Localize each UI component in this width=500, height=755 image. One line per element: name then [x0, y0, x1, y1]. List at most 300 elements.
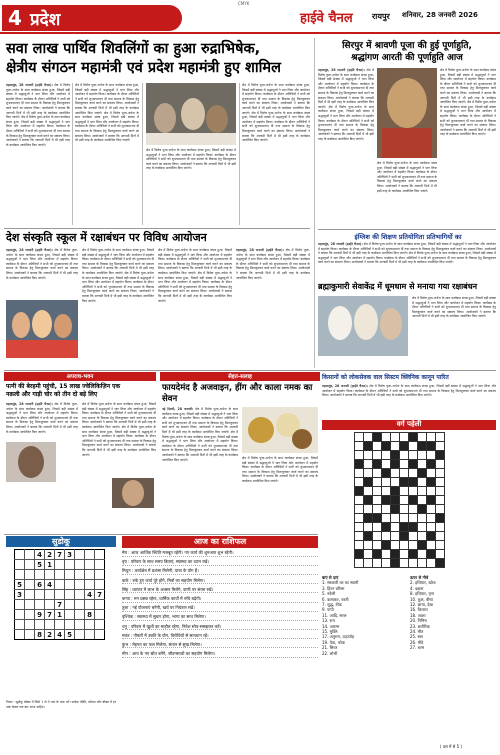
crossword-cell[interactable] [427, 523, 436, 532]
crossword-cell[interactable] [373, 496, 382, 505]
crossword-cell[interactable] [427, 451, 436, 460]
crossword-cell[interactable] [391, 523, 400, 532]
crossword-cell [418, 541, 427, 550]
crossword-cell[interactable] [364, 487, 373, 496]
sudoku-cell[interactable]: 4 [55, 630, 65, 640]
pratibha-headline: इंग्लिश की शिक्षण प्रतियोगिता प्रतिभागियों का [354, 233, 462, 241]
sudoku-cell[interactable] [85, 580, 95, 590]
crossword-cell[interactable] [427, 541, 436, 550]
crossword-cell[interactable] [400, 505, 409, 514]
sudoku-cell[interactable] [15, 610, 25, 620]
sudoku-cell[interactable] [85, 570, 95, 580]
rashifal-title: आज का राशिफल [122, 536, 318, 548]
sudoku-cell[interactable]: 7 [45, 610, 55, 620]
sudoku-cell[interactable]: 2 [45, 550, 55, 560]
job-body-1: क्षेत्र में विशेष पूजा-अर्चना के साथ कार्यक्रम संपन्न हुआ, जिसमें बड़ी संख्या में श्रद्धालुओं ने भाग लिया और आयोजन में सहयोग किया। कार्यक्रम के दौरान अतिथियों ने सभी को शुभकामनाएं दीं तथा समाज के विकास हेतु मिलजुलकर कार्य करने का संकल्प लिया। आयोजकों ने बताया कि आगामी दिनों में भी इसी तरह के कार्यक्रम आयोजित किए जाएंगे। [322, 384, 496, 398]
crossword-cell [427, 460, 436, 469]
sudoku-cell[interactable] [45, 620, 55, 630]
crossword-cell [391, 550, 400, 559]
sudoku-cell[interactable] [45, 570, 55, 580]
sudoku-cell[interactable] [85, 560, 95, 570]
sirpur-body-1: क्षेत्र में विशेष पूजा-अर्चना के साथ कार्यक्रम संपन्न हुआ, जिसमें बड़ी संख्या में श्रद्धालुओं ने भाग लिया और आयोजन में सहयोग किया। कार्यक्रम के दौरान अतिथियों ने सभी को शुभकामनाएं दीं तथा समाज के विकास हेतु मिलजुलकर कार्य करने का संकल्प लिया। आयोजकों ने बताया कि आगामी दिनों में भी इसी तरह के कार्यक्रम आयोजित किए जाएंगे। [318, 68, 374, 109]
crossword-clue: 13. रूप [322, 618, 336, 624]
crossword-cell[interactable] [355, 451, 364, 460]
crossword-cell[interactable] [382, 487, 391, 496]
sudoku-cell[interactable]: 3 [65, 550, 75, 560]
rashifal-entry: सिंह : व्यापार में लाभ के अवसर मिलेंगे, वाणी पर संयम रखें। [122, 587, 318, 594]
crossword-cell[interactable] [436, 469, 445, 478]
brahma-col3 [412, 296, 496, 366]
crossword-cell[interactable] [364, 559, 373, 568]
crossword-cell[interactable] [418, 433, 427, 442]
crossword-cell[interactable] [382, 460, 391, 469]
sudoku-cell[interactable]: 7 [55, 550, 65, 560]
crossword-cell[interactable] [436, 460, 445, 469]
sudoku-cell[interactable] [65, 560, 75, 570]
sudoku-cell[interactable] [65, 620, 75, 630]
crossword-cell[interactable] [400, 559, 409, 568]
sudoku-cell[interactable] [85, 600, 95, 610]
crossword-cell[interactable] [364, 469, 373, 478]
sudoku-cell[interactable] [35, 590, 45, 600]
crossword-cell[interactable] [427, 514, 436, 523]
lead-body-3: क्षेत्र में विशेष पूजा-अर्चना के साथ कार्यक्रम संपन्न हुआ, जिसमें बड़ी संख्या में श्रद्धालुओं ने भाग लिया और आयोजन में सहयोग किया। कार्यक्रम के दौरान अतिथियों ने सभी को शुभकामनाएं दीं तथा समाज के विकास हेतु मिलजुलकर कार्य करने का संकल्प लिया। आयोजकों ने बताया कि आगामी दिनों में भी इसी तरह के कार्यक्रम आयोजित किए जाएंगे। [146, 148, 236, 171]
rule [318, 229, 496, 230]
crossword-cell[interactable] [436, 487, 445, 496]
crossword-clue: 25. स्वर [410, 634, 424, 640]
page-number: 4 [8, 6, 22, 30]
crossword-clue: 21. सिरत [322, 645, 338, 651]
crossword-cell[interactable] [409, 559, 418, 568]
lead-photo [146, 83, 236, 145]
sirpur-body-2: क्षेत्र में विशेष पूजा-अर्चना के साथ कार्यक्रम संपन्न हुआ, जिसमें बड़ी संख्या में श्रद्धालुओं ने भाग लिया और आयोजन में सहयोग किया। कार्यक्रम के दौरान अतिथियों ने सभी को शुभकामनाएं दीं तथा समाज के विकास हेतु मिलजुलकर कार्य करने का संकल्प लिया। आयोजकों ने बताया कि आगामी दिनों में भी इसी तरह के कार्यक्रम आयोजित किए जाएंगे। [440, 68, 496, 105]
sirpur-dateline: महासमुंद, 28 जनवरी (हाईवे चैनल)। [318, 68, 365, 72]
crossword-cell[interactable] [409, 442, 418, 451]
sudoku-cell[interactable]: 1 [45, 560, 55, 570]
crime-headline-line2: नक़ली और गाड़ी चोर को तीन दो बड़े लिए [6, 391, 98, 398]
crossword-cell[interactable] [409, 469, 418, 478]
rashifal-entry: धनु : परिवार में खुशी का माहौल रहेगा, निवेश सोच-समझकर करें। [122, 624, 318, 631]
crossword-cell[interactable] [400, 550, 409, 559]
crossword-cell[interactable] [355, 523, 364, 532]
crossword-cell[interactable] [382, 433, 391, 442]
crossword-cell[interactable] [418, 514, 427, 523]
crossword-cell[interactable] [418, 478, 427, 487]
crossword-cell [364, 442, 373, 451]
crime-dateline: महासमुंद, 28 जनवरी (हाईवे चैनल)। [6, 402, 53, 406]
brahma-photo [318, 296, 408, 356]
sudoku-cell[interactable] [25, 600, 35, 610]
crossword-cell[interactable] [400, 487, 409, 496]
crossword-cell[interactable] [391, 442, 400, 451]
sudoku-cell[interactable] [55, 580, 65, 590]
lead-dateline: महासमुंद, 28 जनवरी (हाईवे चैनल)। [6, 83, 53, 87]
crossword-cell[interactable] [391, 514, 400, 523]
sudoku-cell[interactable] [65, 600, 75, 610]
sudoku-cell[interactable] [75, 610, 85, 620]
sudoku-cell[interactable] [75, 600, 85, 610]
sudoku-cell[interactable] [65, 570, 75, 580]
lead-body-1: क्षेत्र में विशेष पूजा-अर्चना के साथ कार्यक्रम संपन्न हुआ, जिसमें बड़ी संख्या में श्रद्धालुओं ने भाग लिया और आयोजन में सहयोग किया। कार्यक्रम के दौरान अतिथियों ने सभी को शुभकामनाएं दीं तथा समाज के विकास हेतु मिलजुलकर कार्य करने का संकल्प लिया। आयोजकों ने बताया कि आगामी दिनों में भी इसी तरह के कार्यक्रम आयोजित किए जाएंगे। [6, 83, 70, 120]
sudoku-cell[interactable]: 9 [35, 610, 45, 620]
sudoku-cell[interactable]: 7 [55, 600, 65, 610]
crossword-cell[interactable] [355, 496, 364, 505]
crossword-clue: 7. शुद्ध, ठीक [322, 602, 342, 608]
crossword-cell[interactable] [382, 550, 391, 559]
crossword-cell[interactable] [373, 541, 382, 550]
crime-col2 [82, 402, 156, 532]
sudoku-cell[interactable] [25, 590, 35, 600]
sudoku-cell[interactable] [55, 570, 65, 580]
sirpur-headline [318, 40, 496, 64]
sirpur-body-3: क्षेत्र में विशेष पूजा-अर्चना के साथ कार्यक्रम संपन्न हुआ, जिसमें बड़ी संख्या में श्रद्धालुओं ने भाग लिया और आयोजन में सहयोग किया। कार्यक्रम के दौरान अतिथियों ने सभी को शुभकामनाएं दीं तथा समाज के विकास हेतु मिलजुलकर कार्य करने का संकल्प लिया। आयोजकों ने बताया कि आगामी दिनों में भी इसी तरह के कार्यक्रम आयोजित किए जाएंगे। [377, 161, 437, 193]
crossword-clue: 6. कलाकर, धरती [322, 596, 349, 602]
health-col2 [242, 456, 318, 532]
sudoku-cell[interactable] [25, 560, 35, 570]
sudoku-cell[interactable]: 2 [45, 630, 55, 640]
crossword-cell [409, 550, 418, 559]
rashifal-entry: मिथुन : कार्यक्षेत्र में प्रशंसा मिलेगी, यात्रा के योग हैं। [122, 568, 318, 575]
crossword-clue: 20. निमिष [410, 618, 427, 624]
sudoku-cell[interactable] [25, 570, 35, 580]
crossword-cell[interactable] [382, 451, 391, 460]
sudoku-cell[interactable] [35, 620, 45, 630]
sudoku-cell[interactable] [15, 550, 25, 560]
sudoku-cell[interactable] [45, 600, 55, 610]
crossword-cell [355, 550, 364, 559]
lead-body-1b: क्षेत्र में विशेष पूजा-अर्चना के साथ कार्यक्रम संपन्न हुआ, जिसमें बड़ी संख्या में श्रद्धालुओं ने भाग लिया और आयोजन में सहयोग किया। कार्यक्रम के दौरान अतिथियों ने सभी को शुभकामनाएं दीं तथा समाज के विकास हेतु मिलजुलकर कार्य करने का संकल्प लिया। आयोजकों ने बताया कि आगामी दिनों में भी इसी तरह के कार्यक्रम आयोजित किए जाएंगे। [6, 115, 70, 147]
sudoku-cell[interactable]: 6 [35, 580, 45, 590]
crossword-cell [373, 514, 382, 523]
crossword-cell[interactable] [382, 514, 391, 523]
sudoku-cell[interactable]: 8 [35, 630, 45, 640]
sudoku-cell[interactable] [55, 590, 65, 600]
crossword-cell[interactable] [400, 514, 409, 523]
crossword-cell[interactable] [355, 541, 364, 550]
crossword-clue: 19. पेवा, फोक [322, 639, 345, 645]
crossword-cell[interactable] [364, 460, 373, 469]
crossword-clue: 18. आशा [410, 612, 426, 618]
crossword-cell [409, 496, 418, 505]
lead-col2 [75, 83, 139, 225]
rule [72, 83, 73, 225]
crossword-cell [391, 487, 400, 496]
crossword-cell [409, 523, 418, 532]
crossword-cell[interactable] [355, 559, 364, 568]
brand-name: हाईवे चैनल [300, 11, 353, 26]
sudoku-cell[interactable]: 4 [45, 580, 55, 590]
crossword-cell[interactable] [418, 532, 427, 541]
crossword-cell[interactable] [409, 451, 418, 460]
lead-col4 [242, 83, 310, 225]
crossword-clue: 8. हथियार, नृत्य [410, 591, 435, 597]
sudoku-rules: नियम : सुडोकू बॉक्स में सिर्फ 1 से 9 तक के अंक भरें। प्रत्येक पंक्ति, कॉलम और बॉक्स में हर अंक केवल एक बार आना चाहिए। [6, 700, 116, 709]
crossword-cell [418, 442, 427, 451]
health-photo [242, 407, 318, 453]
crossword-cell[interactable] [427, 487, 436, 496]
sudoku-cell[interactable] [65, 590, 75, 600]
crossword-cell[interactable] [355, 442, 364, 451]
sudoku-cell[interactable] [95, 620, 105, 630]
sirpur-col3 [377, 161, 437, 226]
sudoku-cell[interactable] [65, 610, 75, 620]
crossword-cell [400, 442, 409, 451]
crossword-cell[interactable] [400, 451, 409, 460]
crossword-grid[interactable] [354, 432, 445, 568]
crossword-cell[interactable] [418, 460, 427, 469]
crossword-cell[interactable] [409, 514, 418, 523]
crossword-cell[interactable] [373, 451, 382, 460]
sudoku-cell[interactable] [35, 570, 45, 580]
crossword-cell[interactable] [373, 469, 382, 478]
crossword-cell[interactable] [427, 559, 436, 568]
sudoku-cell[interactable] [15, 570, 25, 580]
crossword-cell[interactable] [409, 541, 418, 550]
crime-label: अपराध-भवन [4, 372, 156, 381]
masthead-rule [0, 32, 500, 34]
sudoku-cell[interactable] [25, 620, 35, 630]
crossword-cell[interactable] [382, 532, 391, 541]
crossword-cell[interactable] [391, 541, 400, 550]
rashifal-entry: वृश्चिक : स्वास्थ्य में सुधार होगा, भाग्य का साथ मिलेगा। [122, 614, 318, 621]
sudoku-cell[interactable]: 5 [65, 630, 75, 640]
crossword-cell[interactable] [427, 433, 436, 442]
crossword-cell[interactable] [418, 487, 427, 496]
pratibha-body-1: क्षेत्र में विशेष पूजा-अर्चना के साथ कार्यक्रम संपन्न हुआ, जिसमें बड़ी संख्या में श्रद्धालुओं ने भाग लिया और आयोजन में सहयोग किया। कार्यक्रम के दौरान अतिथियों ने सभी को शुभकामनाएं दीं तथा समाज के विकास हेतु मिलजुलकर कार्य करने का संकल्प लिया। आयोजकों ने बताया कि आगामी दिनों में भी इसी तरह के कार्यक्रम आयोजित किए जाएंगे। [318, 242, 496, 256]
crossword-cell[interactable] [400, 496, 409, 505]
crossword-clue: 17. अनुराग, ऊहापोह [322, 634, 355, 640]
crossword-cell [364, 514, 373, 523]
crossword-cell[interactable] [355, 505, 364, 514]
sudoku-cell[interactable]: 5 [15, 580, 25, 590]
crossword-cell[interactable] [373, 505, 382, 514]
sudoku-cell[interactable] [25, 580, 35, 590]
sudoku-cell[interactable] [25, 630, 35, 640]
brand-top: CMYK [238, 1, 250, 6]
health-body-1b: क्षेत्र में विशेष पूजा-अर्चना के साथ कार्यक्रम संपन्न हुआ, जिसमें बड़ी संख्या में श्रद्धालुओं ने भाग लिया और आयोजन में सहयोग किया। कार्यक्रम के दौरान अतिथियों ने सभी को शुभकामनाएं दीं तथा समाज के विकास हेतु मिलजुलकर कार्य करने का संकल्प लिया। आयोजकों ने बताया कि आगामी दिनों में भी इसी तरह के कार्यक्रम आयोजित किए जाएंगे। [162, 429, 238, 462]
crossword-cell [364, 478, 373, 487]
crossword-cell [355, 487, 364, 496]
crossword-cell[interactable] [409, 532, 418, 541]
crossword-cell[interactable] [427, 505, 436, 514]
crossword-cell [400, 478, 409, 487]
crossword-cell[interactable] [373, 487, 382, 496]
crossword-cell [418, 505, 427, 514]
sudoku-cell[interactable]: 7 [95, 590, 105, 600]
sudoku-cell[interactable] [55, 560, 65, 570]
sudoku-cell[interactable] [95, 580, 105, 590]
crossword-cell[interactable] [427, 469, 436, 478]
sudoku-cell[interactable] [55, 620, 65, 630]
crossword-cell[interactable] [436, 496, 445, 505]
crossword-cell[interactable] [418, 496, 427, 505]
crossword-cell[interactable] [373, 523, 382, 532]
crossword-cell[interactable] [400, 469, 409, 478]
sudoku-cell[interactable] [75, 550, 85, 560]
sudoku-cell[interactable] [75, 590, 85, 600]
sudoku-cell[interactable] [95, 570, 105, 580]
sudoku-cell[interactable] [95, 630, 105, 640]
crossword-clue: 11. आदि, सरल [322, 612, 347, 618]
crossword-cell[interactable] [400, 541, 409, 550]
crossword-clue: 1. सरकारी घर का स्वामी [322, 580, 359, 586]
crossword-cell[interactable] [436, 433, 445, 442]
brahma-body-1b: क्षेत्र में विशेष पूजा-अर्चना के साथ कार्यक्रम संपन्न हुआ, जिसमें बड़ी संख्या में श्रद्धालुओं ने भाग लिया और आयोजन में सहयोग किया। कार्यक्रम के दौरान अतिथियों ने सभी को शुभकामनाएं दीं तथा समाज के विकास हेतु मिलजुलकर कार्य करने का संकल्प लिया। आयोजकों ने बताया कि आगामी दिनों में भी इसी तरह के कार्यक्रम आयोजित किए जाएंगे। [158, 270, 232, 303]
crossword-cell[interactable] [364, 433, 373, 442]
crossword-cell[interactable] [391, 433, 400, 442]
crossword-cell[interactable] [418, 523, 427, 532]
lead-headline-line2: क्षेत्रीय संगठन महामंत्री एवं प्रदेश महामंत्री हुए शामिल [6, 60, 281, 76]
crossword-clue: 15. मुक्ति [322, 629, 338, 635]
crossword-cell [409, 433, 418, 442]
crossword-cell[interactable] [436, 523, 445, 532]
sudoku-cell[interactable]: 5 [35, 560, 45, 570]
sirpur-photo [377, 68, 437, 158]
sudoku-cell[interactable] [75, 580, 85, 590]
crossword-cell[interactable] [373, 559, 382, 568]
rashifal-entry: कन्या : मन प्रसन्न रहेगा, धार्मिक कार्यों में रुचि बढ़ेगी। [122, 596, 318, 603]
crossword-cell [427, 550, 436, 559]
crossword-cell [373, 433, 382, 442]
sudoku-cell[interactable]: 3 [15, 590, 25, 600]
sudoku-cell[interactable]: 4 [35, 550, 45, 560]
masthead-city: रायपुर [372, 12, 390, 21]
sudoku-cell[interactable] [95, 560, 105, 570]
crossword-cell [418, 469, 427, 478]
sirpur-col2 [440, 68, 496, 226]
crossword-cell[interactable] [373, 442, 382, 451]
sudoku-cell[interactable] [75, 630, 85, 640]
crossword-cell [364, 532, 373, 541]
crossword-cell[interactable] [436, 478, 445, 487]
crossword-clue: 16. किनारा [410, 607, 428, 613]
crossword-cell [382, 442, 391, 451]
crossword-cell[interactable] [436, 442, 445, 451]
desh-body-1: क्षेत्र में विशेष पूजा-अर्चना के साथ कार्यक्रम संपन्न हुआ, जिसमें बड़ी संख्या में श्रद्धालुओं ने भाग लिया और आयोजन में सहयोग किया। कार्यक्रम के दौरान अतिथियों ने सभी को शुभकामनाएं दीं तथा समाज के विकास हेतु मिलजुलकर कार्य करने का संकल्प लिया। आयोजकों ने बताया कि आगामी दिनों में भी इसी तरह के कार्यक्रम आयोजित किए जाएंगे। [6, 248, 78, 280]
crossword-cell [400, 532, 409, 541]
vargpaheli-footer: ( दस में से 5 ) [440, 744, 462, 749]
crossword-clue: 14. आरम्भ [322, 623, 340, 629]
sudoku-cell[interactable] [15, 560, 25, 570]
crossword-cell[interactable] [391, 469, 400, 478]
crossword-cell[interactable] [364, 541, 373, 550]
crossword-cell[interactable] [373, 478, 382, 487]
crossword-cell[interactable] [400, 433, 409, 442]
crossword-cell[interactable] [355, 478, 364, 487]
rule [314, 38, 315, 368]
crossword-cell[interactable] [436, 505, 445, 514]
crossword-cell[interactable] [355, 532, 364, 541]
crossword-cell[interactable] [409, 487, 418, 496]
sudoku-cell[interactable] [75, 620, 85, 630]
crossword-cell[interactable] [436, 541, 445, 550]
desh-headline: देश संस्कृति स्कूल में रक्षाबंधन पर विविध आयोजन [6, 231, 207, 244]
sudoku-cell[interactable] [15, 600, 25, 610]
sudoku-cell[interactable] [95, 550, 105, 560]
brahma-body-1: क्षेत्र में विशेष पूजा-अर्चना के साथ कार्यक्रम संपन्न हुआ, जिसमें बड़ी संख्या में श्रद्धालुओं ने भाग लिया और आयोजन में सहयोग किया। कार्यक्रम के दौरान अतिथियों ने सभी को शुभकामनाएं दीं तथा समाज के विकास हेतु मिलजुलकर कार्य करने का संकल्प लिया। आयोजकों ने बताया कि आगामी दिनों में भी इसी तरह के कार्यक्रम आयोजित किए जाएंगे। [158, 248, 232, 275]
crossword-cell[interactable] [364, 550, 373, 559]
health-label: सेहत-सलाह [160, 372, 320, 381]
lead-body-2: क्षेत्र में विशेष पूजा-अर्चना के साथ कार्यक्रम संपन्न हुआ, जिसमें बड़ी संख्या में श्रद्धालुओं ने भाग लिया और आयोजन में सहयोग किया। कार्यक्रम के दौरान अतिथियों ने सभी को शुभकामनाएं दीं तथा समाज के विकास हेतु मिलजुलकर कार्य करने का संकल्प लिया। आयोजकों ने बताया कि आगामी दिनों में भी इसी तरह के कार्यक्रम आयोजित किए जाएंगे। [75, 83, 139, 115]
brahma-body-2: क्षेत्र में विशेष पूजा-अर्चना के साथ कार्यक्रम संपन्न हुआ, जिसमें बड़ी संख्या में श्रद्धालुओं ने भाग लिया और आयोजन में सहयोग किया। कार्यक्रम के दौरान अतिथियों ने सभी को शुभकामनाएं दीं तथा समाज के विकास हेतु मिलजुलकर कार्य करने का संकल्प लिया। आयोजकों ने बताया कि आगामी दिनों में भी इसी तरह के कार्यक्रम आयोजित किए जाएंगे। [236, 248, 310, 280]
health-body-1: क्षेत्र में विशेष पूजा-अर्चना के साथ कार्यक्रम संपन्न हुआ, जिसमें बड़ी संख्या में श्रद्धालुओं ने भाग लिया और आयोजन में सहयोग किया। कार्यक्रम के दौरान अतिथियों ने सभी को शुभकामनाएं दीं तथा समाज के विकास हेतु मिलजुलकर कार्य करने का संकल्प लिया। आयोजकों ने बताया कि आगामी दिनों में भी इसी तरह के कार्यक्रम आयोजित किए जाएंगे। [162, 407, 238, 434]
lead-headline [6, 40, 310, 78]
sudoku-cell[interactable] [15, 620, 25, 630]
crossword-cell [355, 460, 364, 469]
crossword-cell[interactable] [355, 469, 364, 478]
crossword-cell[interactable] [418, 550, 427, 559]
sudoku-cell[interactable] [15, 630, 25, 640]
sudoku-cell[interactable] [75, 570, 85, 580]
sudoku-cell[interactable] [45, 590, 55, 600]
crossword-cell[interactable] [382, 505, 391, 514]
crossword-cell[interactable] [391, 478, 400, 487]
crossword-cell [409, 478, 418, 487]
sudoku-cell[interactable] [95, 600, 105, 610]
crossword-clue: 22. लोभी [322, 650, 338, 656]
sudoku-cell[interactable]: 8 [85, 610, 95, 620]
masthead-date: शनिवार, 28 जनवरी 2026 [402, 11, 478, 19]
crossword-clue: 3. हिरन चरित्ता [322, 585, 345, 591]
down-title: ऊपर से नीचे [410, 575, 429, 580]
crossword-clue: 10. कूल, वीणा [410, 596, 434, 602]
crossword-cell[interactable] [418, 559, 427, 568]
crossword-cell[interactable] [382, 559, 391, 568]
crossword-cell[interactable] [436, 532, 445, 541]
crossword-cell[interactable] [355, 514, 364, 523]
crossword-cell [409, 460, 418, 469]
brahma-body-3: क्षेत्र में विशेष पूजा-अर्चना के साथ कार्यक्रम संपन्न हुआ, जिसमें बड़ी संख्या में श्रद्धालुओं ने भाग लिया और आयोजन में सहयोग किया। कार्यक्रम के दौरान अतिथियों ने सभी को शुभकामनाएं दीं तथा समाज के विकास हेतु मिलजुलकर कार्य करने का संकल्प लिया। आयोजकों ने बताया कि आगामी दिनों में भी इसी तरह के कार्यक्रम आयोजित किए जाएंगे। [412, 296, 496, 319]
sudoku-cell[interactable] [75, 560, 85, 570]
crossword-cell[interactable] [355, 433, 364, 442]
crossword-cell [427, 442, 436, 451]
crossword-cell[interactable] [373, 532, 382, 541]
crime-body-1: क्षेत्र में विशेष पूजा-अर्चना के साथ कार्यक्रम संपन्न हुआ, जिसमें बड़ी संख्या में श्रद्धालुओं ने भाग लिया और आयोजन में सहयोग किया। कार्यक्रम के दौरान अतिथियों ने सभी को शुभकामनाएं दीं तथा समाज के विकास हेतु मिलजुलकर कार्य करने का संकल्प लिया। आयोजकों ने बताया कि आगामी दिनों में भी इसी तरह के कार्यक्रम आयोजित किए जाएंगे। [6, 402, 78, 434]
sudoku-cell[interactable] [85, 630, 95, 640]
rashifal-entry: कर्क : रुके हुए कार्य पूरे होंगे, मित्रों का सहयोग मिलेगा। [122, 578, 318, 585]
sudoku-cell[interactable]: 1 [55, 610, 65, 620]
health-body-2: क्षेत्र में विशेष पूजा-अर्चना के साथ कार्यक्रम संपन्न हुआ, जिसमें बड़ी संख्या में श्रद्धालुओं ने भाग लिया और आयोजन में सहयोग किया। कार्यक्रम के दौरान अतिथियों ने सभी को शुभकामनाएं दीं तथा समाज के विकास हेतु मिलजुलकर कार्य करने का संकल्प लिया। आयोजकों ने बताया कि आगामी दिनों में भी इसी तरह के कार्यक्रम आयोजित किए जाएंगे। [242, 456, 318, 483]
desh-body-2: क्षेत्र में विशेष पूजा-अर्चना के साथ कार्यक्रम संपन्न हुआ, जिसमें बड़ी संख्या में श्रद्धालुओं ने भाग लिया और आयोजन में सहयोग किया। कार्यक्रम के दौरान अतिथियों ने सभी को शुभकामनाएं दीं तथा समाज के विकास हेतु मिलजुलकर कार्य करने का संकल्प लिया। आयोजकों ने बताया कि आगामी दिनों में भी इसी तरह के कार्यक्रम आयोजित किए जाएंगे। [82, 248, 154, 275]
rashifal-entry: तुला : नई योजनाएं बनेंगी, खर्च पर नियंत्रण रखें। [122, 605, 318, 612]
sudoku-cell[interactable] [95, 610, 105, 620]
crossword-cell[interactable] [364, 505, 373, 514]
crossword-cell[interactable] [364, 451, 373, 460]
sudoku-cell[interactable] [85, 550, 95, 560]
crossword-cell[interactable] [364, 523, 373, 532]
sudoku-cell[interactable] [35, 600, 45, 610]
crossword-cell[interactable] [436, 550, 445, 559]
sirpur-headline-line1: सिरपुर में श्रावणी पूजा की हुई पूर्णाहुति, [342, 41, 472, 51]
sirpur-body-2b: क्षेत्र में विशेष पूजा-अर्चना के साथ कार्यक्रम संपन्न हुआ, जिसमें बड़ी संख्या में श्रद्धालुओं ने भाग लिया और आयोजन में सहयोग किया। कार्यक्रम के दौरान अतिथियों ने सभी को शुभकामनाएं दीं तथा समाज के विकास हेतु मिलजुलकर कार्य करने का संकल्प लिया। आयोजकों ने बताया कि आगामी दिनों में भी इसी तरह के कार्यक्रम आयोजित किए जाएंगे। [440, 100, 496, 137]
sudoku-cell[interactable]: 4 [85, 590, 95, 600]
crossword-cell[interactable] [418, 451, 427, 460]
crossword-cell[interactable] [400, 460, 409, 469]
sudoku-cell[interactable] [65, 580, 75, 590]
crossword-cell[interactable] [409, 505, 418, 514]
desh-body-2b: क्षेत्र में विशेष पूजा-अर्चना के साथ कार्यक्रम संपन्न हुआ, जिसमें बड़ी संख्या में श्रद्धालुओं ने भाग लिया और आयोजन में सहयोग किया। कार्यक्रम के दौरान अतिथियों ने सभी को शुभकामनाएं दीं तथा समाज के विकास हेतु मिलजुलकर कार्य करने का संकल्प लिया। आयोजकों ने बताया कि आगामी दिनों में भी इसी तरह के कार्यक्रम आयोजित किए जाएंगे। [82, 270, 154, 303]
sudoku-cell[interactable] [25, 610, 35, 620]
sudoku-cell[interactable] [85, 620, 95, 630]
sudoku-grid[interactable] [14, 549, 105, 640]
crossword-cell[interactable] [382, 478, 391, 487]
crossword-cell[interactable] [391, 532, 400, 541]
health-col1 [162, 407, 238, 532]
section-tab [2, 5, 182, 31]
brahma-col2 [236, 248, 310, 366]
sudoku-cell[interactable] [25, 550, 35, 560]
across-title: बाएं से दाएं [322, 575, 339, 580]
